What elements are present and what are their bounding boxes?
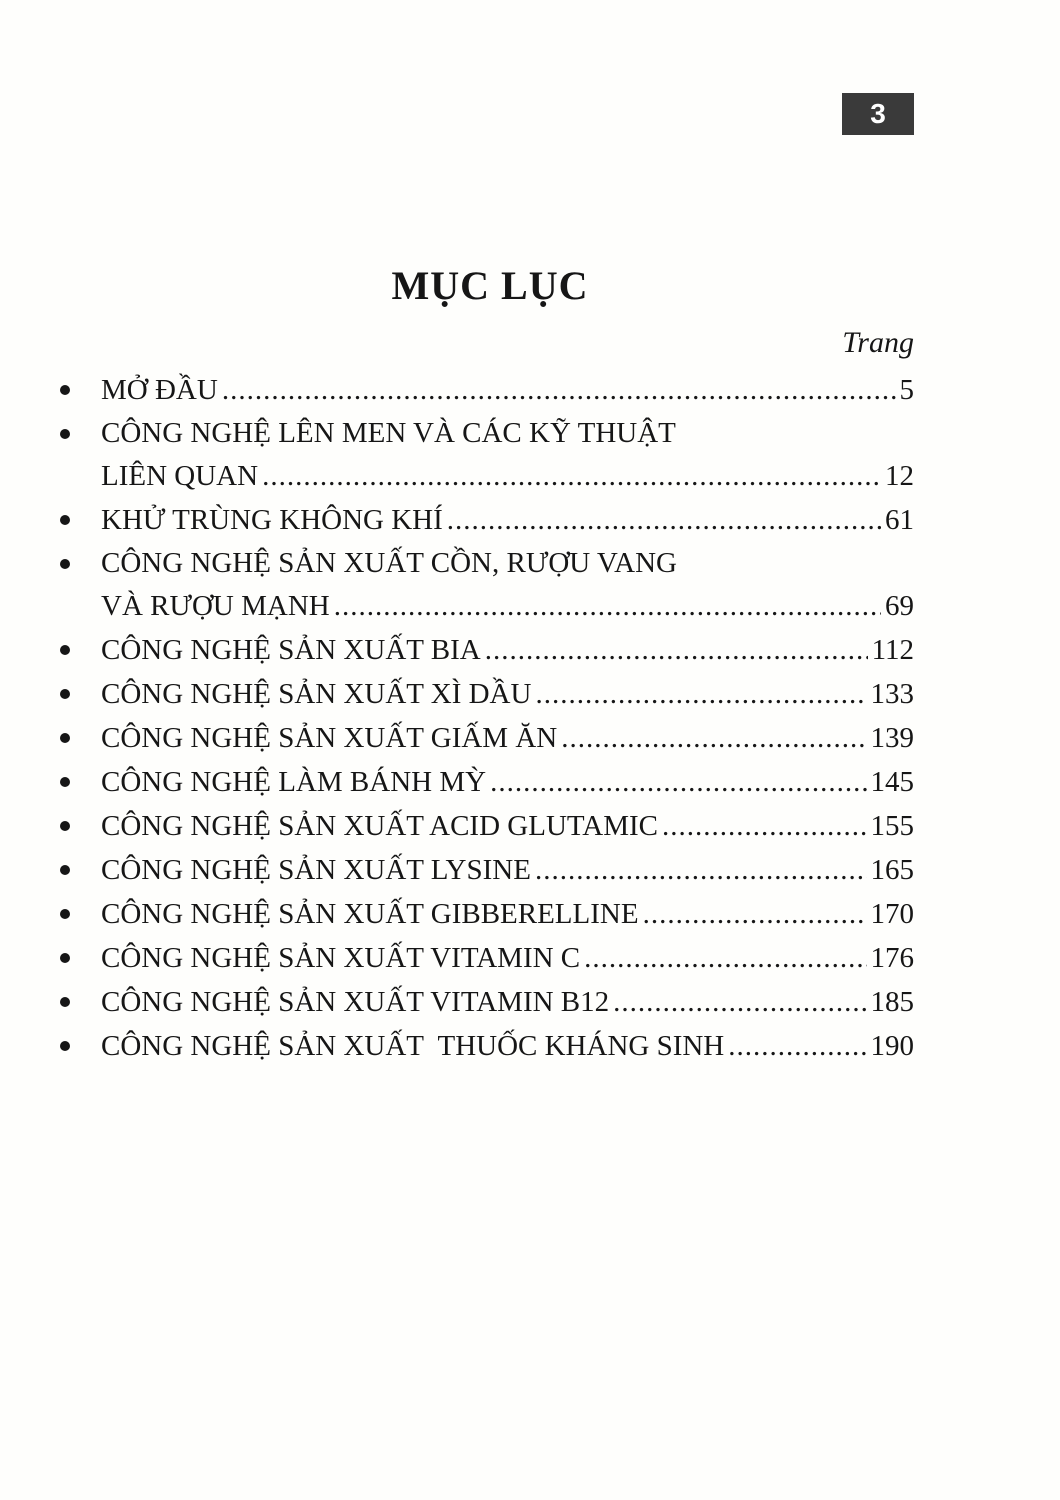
bullet-icon [60, 760, 72, 804]
toc-entry [58, 498, 914, 542]
dot-leader [561, 716, 866, 760]
toc-entry-title: CÔNG NGHỆ LÀM BÁNH MỲ [101, 766, 487, 798]
toc-entry-page: 139 [870, 722, 914, 754]
toc-entry-page: 12 [885, 460, 914, 492]
bullet-icon [60, 672, 72, 716]
toc-entry-line [101, 1024, 914, 1068]
page-column-label: Trang [842, 326, 914, 359]
toc-entry-title: KHỬ TRÙNG KHÔNG KHÍ [101, 504, 443, 536]
bullet-icon [60, 412, 72, 456]
toc-entry-title: CÔNG NGHỆ SẢN XUẤT GIẤM ĂN [101, 722, 558, 754]
toc-entry-page: 155 [870, 810, 914, 842]
toc-entry-title: CÔNG NGHỆ SẢN XUẤT LYSINE [101, 854, 531, 886]
toc-entry-title-line1: CÔNG NGHỆ LÊN MEN VÀ CÁC KỸ THUẬT [101, 417, 676, 449]
toc-entry [58, 628, 914, 672]
dot-leader [662, 804, 866, 848]
dot-leader [613, 980, 866, 1024]
dot-leader [222, 368, 896, 412]
toc-entry-line [101, 936, 914, 980]
toc-entry-line [101, 892, 914, 936]
toc-entry-title: MỞ ĐẦU [101, 374, 218, 406]
toc-entry-page: 112 [871, 634, 914, 666]
dot-leader [490, 760, 866, 804]
page-number-badge: 3 [842, 93, 914, 135]
toc-entry [58, 542, 914, 628]
toc-entry-line [101, 584, 914, 628]
page-title: MỤC LỤC [391, 263, 589, 308]
toc-entry-line [101, 980, 914, 1024]
dot-leader [535, 848, 867, 892]
toc-entry [58, 1024, 914, 1068]
toc-entry [58, 368, 914, 412]
toc-entry-page: 185 [870, 986, 914, 1018]
toc-entry [58, 412, 914, 498]
toc-entry [58, 980, 914, 1024]
toc-entry-page: 133 [870, 678, 914, 710]
toc-entry-page: 176 [870, 942, 914, 974]
toc-entry-title: LIÊN QUAN [101, 460, 259, 492]
toc-entry-line [101, 716, 914, 760]
toc-entry-title: VÀ RƯỢU MẠNH [101, 590, 330, 622]
toc-entry [58, 892, 914, 936]
bullet-icon [60, 848, 72, 892]
toc-entry-line [101, 848, 914, 892]
toc-entry-title: CÔNG NGHỆ SẢN XUẤT VITAMIN C [101, 942, 581, 974]
toc-entry-page: 170 [870, 898, 914, 930]
toc-entry-line [101, 498, 914, 542]
dot-leader [535, 672, 866, 716]
toc-entry [58, 716, 914, 760]
bullet-icon [60, 628, 72, 672]
toc-entry [58, 936, 914, 980]
dot-leader [334, 584, 881, 628]
bullet-icon [60, 716, 72, 760]
toc-entry-title-line1: CÔNG NGHỆ SẢN XUẤT CỒN, RƯỢU VANG [101, 547, 677, 579]
dot-leader [728, 1024, 866, 1068]
dot-leader [447, 498, 881, 542]
toc-entry [58, 804, 914, 848]
toc-entry-title: CÔNG NGHỆ SẢN XUẤT GIBBERELLINE [101, 898, 639, 930]
toc-entry-title: CÔNG NGHỆ SẢN XUẤT XÌ DẦU [101, 678, 532, 710]
bullet-icon [60, 368, 72, 412]
toc-entry-title: CÔNG NGHỆ SẢN XUẤT VITAMIN B12 [101, 986, 610, 1018]
toc-entry-line [101, 672, 914, 716]
toc-entry-line [101, 804, 914, 848]
toc-entry-line [101, 368, 914, 412]
dot-leader [643, 892, 867, 936]
toc-entry-page: 5 [899, 374, 914, 406]
bullet-icon [60, 936, 72, 980]
table-of-contents [58, 368, 914, 1068]
toc-entry-page: 145 [870, 766, 914, 798]
toc-entry-line [101, 628, 914, 672]
toc-entry-page: 165 [870, 854, 914, 886]
toc-entry-page: 69 [885, 590, 914, 622]
dot-leader [584, 936, 866, 980]
toc-entry-page: 190 [870, 1030, 914, 1062]
toc-entry [58, 672, 914, 716]
toc-entry [58, 760, 914, 804]
bullet-icon [60, 892, 72, 936]
toc-entry-page: 61 [885, 504, 914, 536]
bullet-icon [60, 542, 72, 586]
toc-entry-title: CÔNG NGHỆ SẢN XUẤT ACID GLUTAMIC [101, 810, 659, 842]
toc-entry-title: CÔNG NGHỆ SẢN XUẤT THUỐC KHÁNG SINH [101, 1030, 725, 1062]
toc-entry [58, 848, 914, 892]
bullet-icon [60, 804, 72, 848]
bullet-icon [60, 498, 72, 542]
dot-leader [262, 454, 881, 498]
dot-leader [485, 628, 868, 672]
toc-entry-line [101, 454, 914, 498]
toc-entry-title: CÔNG NGHỆ SẢN XUẤT BIA [101, 634, 481, 666]
bullet-icon [60, 980, 72, 1024]
bullet-icon [60, 1024, 72, 1068]
toc-entry-line [101, 760, 914, 804]
